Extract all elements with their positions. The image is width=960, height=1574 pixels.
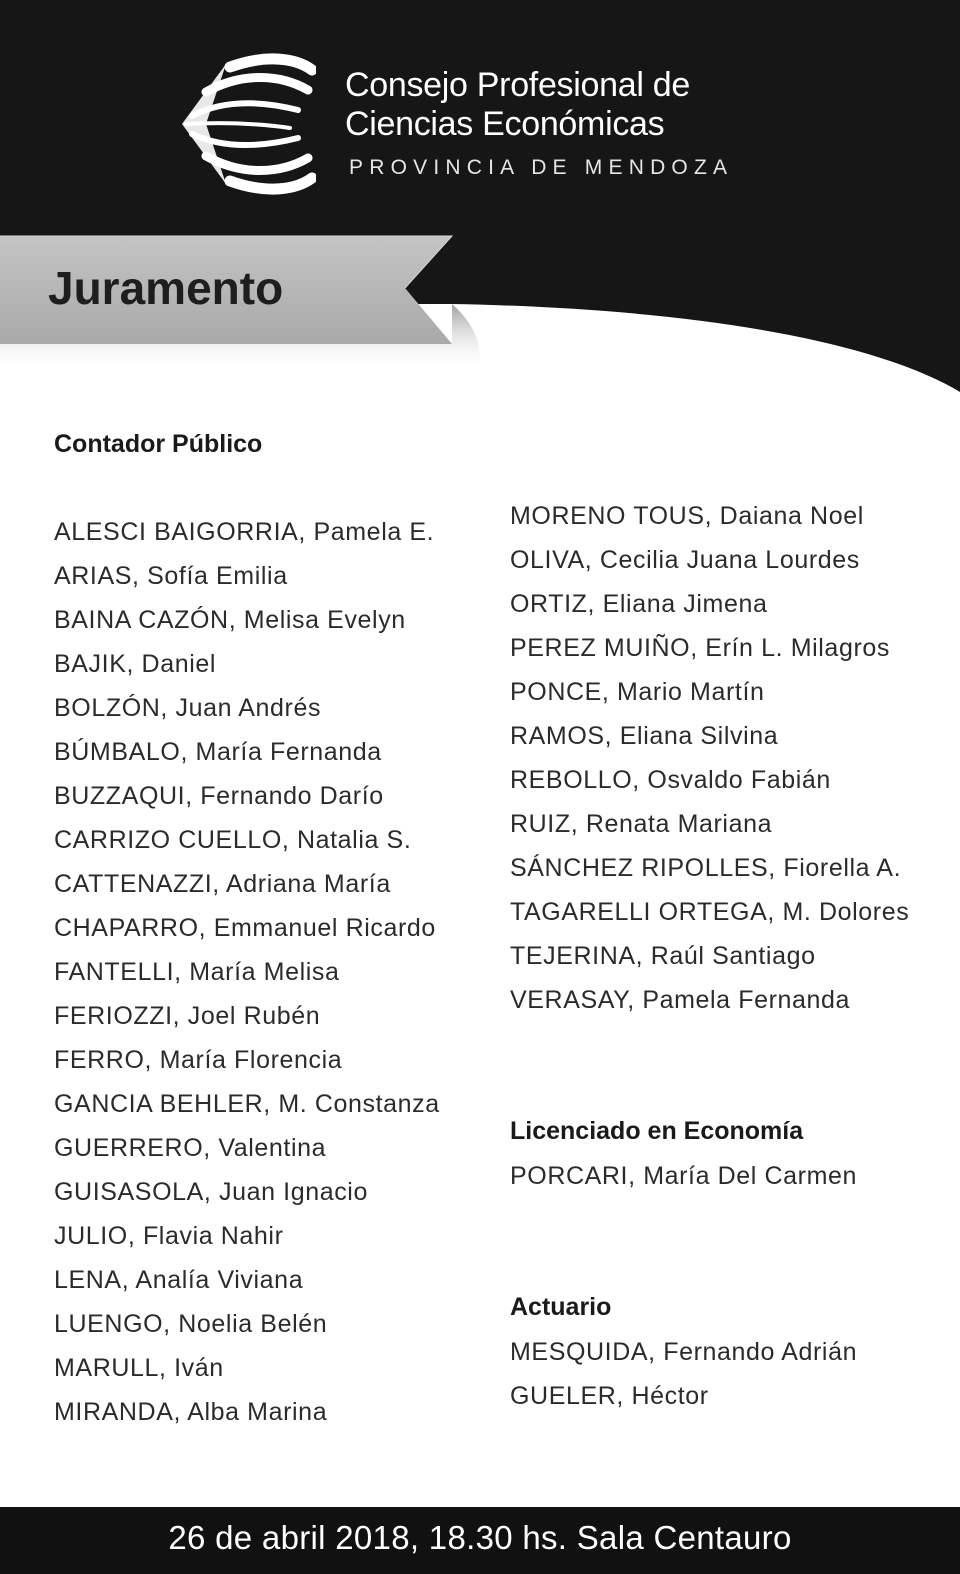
list-item: MESQUIDA, Fernando Adrián <box>510 1338 858 1366</box>
footer-event-info: 26 de abril 2018, 18.30 hs. Sala Centauro <box>0 1507 960 1574</box>
header-background <box>0 0 960 400</box>
list-item: ALESCI BAIGORRIA, Pamela E. <box>54 518 435 546</box>
list-item: BAJIK, Daniel <box>54 650 217 678</box>
list-item: LUENGO, Noelia Belén <box>54 1310 328 1338</box>
list-item: BAINA CAZÓN, Melisa Evelyn <box>54 606 406 634</box>
list-item: FERRO, María Florencia <box>54 1046 343 1074</box>
list-item: JULIO, Flavia Nahir <box>54 1222 284 1250</box>
list-item: MARULL, Iván <box>54 1354 224 1382</box>
list-item: ARIAS, Sofía Emilia <box>54 562 288 590</box>
list-item: GUERRERO, Valentina <box>54 1134 327 1162</box>
list-item: CATTENAZZI, Adriana María <box>54 870 391 898</box>
list-item: GUISASOLA, Juan Ignacio <box>54 1178 368 1206</box>
cpce-fan-logo-icon <box>176 52 316 197</box>
section-heading-actuario: Actuario <box>510 1293 612 1321</box>
organization-province: PROVINCIA DE MENDOZA <box>349 156 734 179</box>
list-item: REBOLLO, Osvaldo Fabián <box>510 766 831 794</box>
list-item: FERIOZZI, Joel Rubén <box>54 1002 321 1030</box>
actuario-list <box>510 1330 857 1418</box>
list-item: BÚMBALO, María Fernanda <box>54 738 382 766</box>
list-item: GUELER, Héctor <box>510 1382 709 1410</box>
list-item: GANCIA BEHLER, M. Constanza <box>54 1090 440 1118</box>
list-item: PORCARI, María Del Carmen <box>510 1162 858 1190</box>
list-item: FANTELLI, María Melisa <box>54 958 340 986</box>
contador-list-left <box>54 510 440 1434</box>
economia-list <box>510 1154 857 1198</box>
list-item: LENA, Analía Viviana <box>54 1266 304 1294</box>
banner-title: Juramento <box>48 262 284 314</box>
list-item: BOLZÓN, Juan Andrés <box>54 694 322 722</box>
list-item: ORTIZ, Eliana Jimena <box>510 590 768 618</box>
list-item: MIRANDA, Alba Marina <box>54 1398 328 1426</box>
contador-list-right <box>510 494 909 1022</box>
list-item: PONCE, Mario Martín <box>510 678 765 706</box>
list-item: CARRIZO CUELLO, Natalia S. <box>54 826 412 854</box>
list-item: CHAPARRO, Emmanuel Ricardo <box>54 914 436 942</box>
organization-name-line2: Ciencias Económicas <box>345 105 665 143</box>
list-item: SÁNCHEZ RIPOLLES, Fiorella A. <box>510 854 902 882</box>
list-item: MORENO TOUS, Daiana Noel <box>510 502 864 530</box>
list-item: RAMOS, Eliana Silvina <box>510 722 779 750</box>
list-item: VERASAY, Pamela Fernanda <box>510 986 851 1014</box>
list-item: TAGARELLI ORTEGA, M. Dolores <box>510 898 910 926</box>
section-heading-contador: Contador Público <box>54 430 263 458</box>
list-item: OLIVA, Cecilia Juana Lourdes <box>510 546 860 574</box>
section-heading-economia: Licenciado en Economía <box>510 1117 804 1145</box>
list-item: BUZZAQUI, Fernando Darío <box>54 782 384 810</box>
list-item: RUIZ, Renata Mariana <box>510 810 773 838</box>
list-item: TEJERINA, Raúl Santiago <box>510 942 816 970</box>
list-item: PEREZ MUIÑO, Erín L. Milagros <box>510 634 890 662</box>
organization-name-line1: Consejo Profesional de <box>345 66 690 104</box>
